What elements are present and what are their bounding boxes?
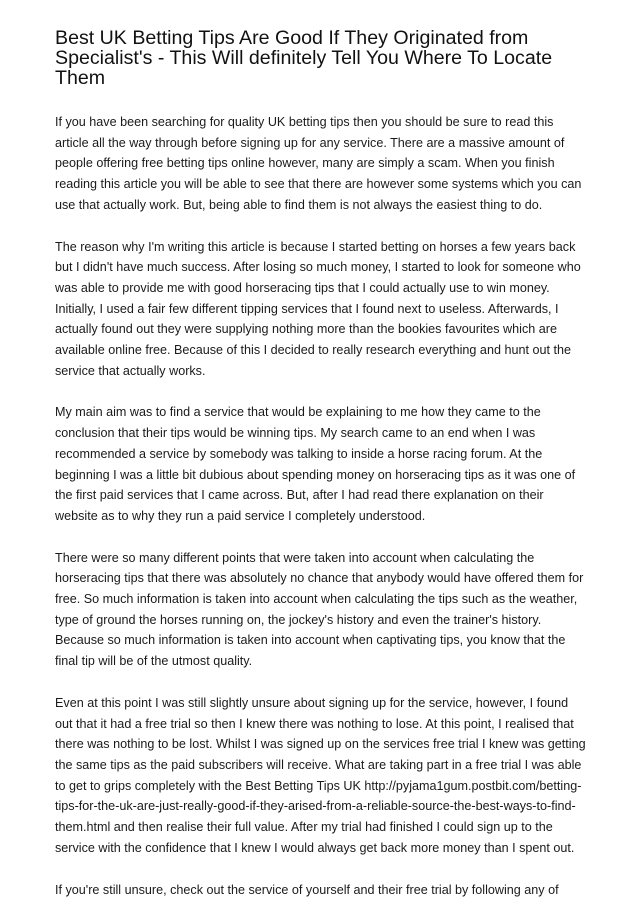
paragraph-closing: If you're still unsure, check out the service of yourself and their free trial by following any of [55,882,559,897]
paragraph-points: There were so many different points that were taken into account when calculating the horseracing tips that there was absolutely no chance that anybody would have offered them for free. So much information is taken into account when calculating the tips such as the weather, type of ground the horses running on, the jockey's history and even the trainer's history. Because so much information is taken into account when captivating tips, you know that the final tip will be of the utmost quality. [55,550,584,669]
paragraph-free-trial: Even at this point I was still slightly unsure about signing up for the service, however, I found out that it had a free trial so then I knew there was nothing to lose. At this point, I realised that there was nothing to be lost. Whilst I was signed up on the services free trial I knew was getting the same tips as the paid subscribers will receive. What are taking part in a free trial I was able to get to grips completely with the Best Betting Tips UK http://pyjama1gum.postbit.com/betting-tips-for-the-uk-are-just-really-good-if-they-arised-from-a-reliable-source-the-best-ways-to-find-them.html and then realise their full value. After my trial had finished I could sign up to the service with the confidence that I knew I would always get back more money than I spent out. [55,695,586,855]
paragraph-reason: The reason why I'm writing this article is because I started betting on horses a few years back but I didn't have much success. After losing so much money, I started to look for someone who was able to provide me with good horseracing tips that I could actually use to win money. Initially, I used a fair few different tipping services that I found next to useless. Afterwards, I actually found out they were supplying nothing more than the bookies favourites which are available online free. Because of this I decided to really research everything and hunt out the service that actually works. [55,239,581,378]
paragraph-intro: If you have been searching for quality UK betting tips then you should be sure to read this article all the way through before signing up for any service. There are a massive amount of people offering free betting tips online however, many are simply a scam. When you finish reading this article you will be able to see that there are however some systems which you can use that actually work. But, being able to find them is not always the easiest thing to do. [55,115,582,212]
paragraph-main-aim: My main aim was to find a service that would be explaining to me how they came to the conclusion that their tips would be winning tips. My search came to an end when I was recommended a service by somebody was talking to inside a horse racing forum. At the beginning I was a little bit dubious about spending money on horseracing tips as it was one of the first paid services that I came across. But, after I had read there explanation on their website as to why they run a paid service I completely understood. [55,405,576,523]
document-page [55,28,588,900]
document-title: Best UK Betting Tips Are Good If They Originated from Specialist's - This Will definitely Tell You Where To Locate Them [55,27,553,89]
